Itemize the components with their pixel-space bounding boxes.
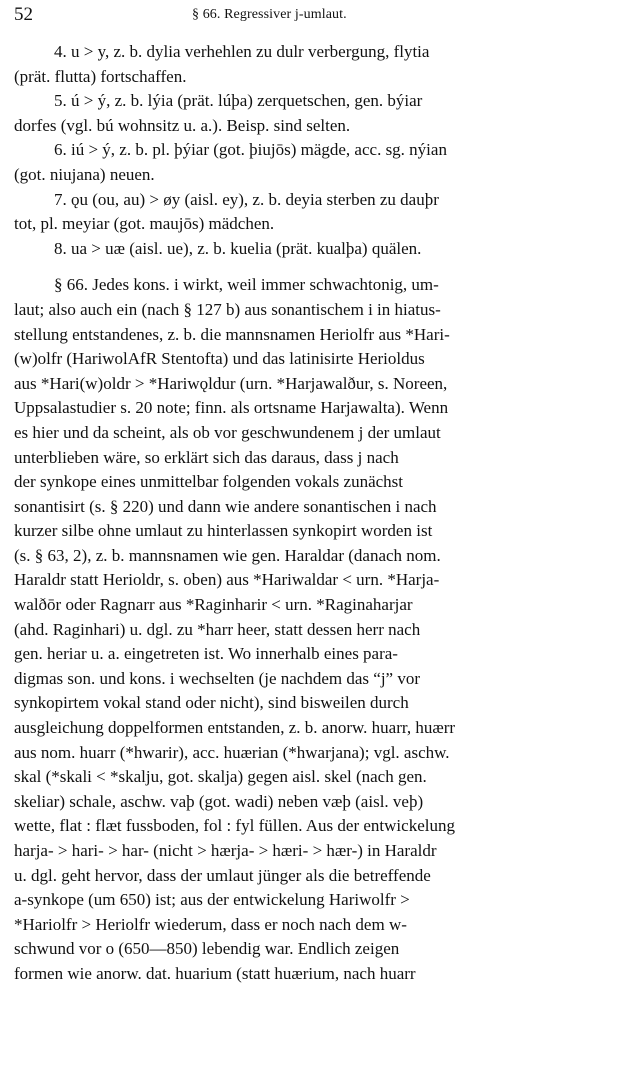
umlaut-examples-list — [14, 40, 606, 261]
page-header — [14, 4, 610, 28]
paragraph-line: aus *Hari(w)oldr > *Hariwǫldur (urn. *Harjawalður, s. Noreen, — [14, 373, 448, 393]
paragraph-line: formen wie anorw. dat. huarium (statt huærium, nach huarr — [14, 963, 416, 983]
paragraph-line: walðōr oder Ragnarr aus *Raginharir < urn. *Raginaharjar — [14, 595, 413, 615]
list-item-line: 8. ua > uæ (aisl. ue), z. b. kuelia (prät. kualþa) quälen. — [54, 238, 422, 258]
list-item-line: (got. niujana) neuen. — [14, 164, 155, 184]
paragraph-line: schwund vor o (650—850) lebendig war. Endlich zeigen — [14, 939, 400, 959]
paragraph-line: wette, flat : flæt fussboden, fol : fyl füllen. Aus der entwickelung — [14, 816, 455, 836]
paragraph-line: stellung entstandenes, z. b. die mannsnamen Heriolfr aus *Hari- — [14, 324, 450, 344]
section-66-paragraph — [14, 273, 606, 986]
paragraph-line: u. dgl. geht hervor, dass der umlaut jünger als die betreffende — [14, 865, 431, 885]
paragraph-line: gen. heriar u. a. eingetreten ist. Wo innerhalb eines para- — [14, 644, 398, 664]
paragraph-line: ausgleichung doppelformen entstanden, z. b. anorw. huarr, huærr — [14, 718, 456, 738]
paragraph-line: § 66. Jedes kons. i wirkt, weil immer schwachtonig, um- — [54, 275, 439, 295]
list-item-line: (prät. flutta) fortschaffen. — [14, 66, 187, 86]
paragraph-line: (w)olfr (HariwolAfR Stentofta) und das latinisirte Herioldus — [14, 349, 425, 369]
list-item-line: 7. ǫu (ou, au) > øy (aisl. ey), z. b. deyia sterben zu dauþr — [54, 189, 439, 209]
paragraph-gap — [14, 261, 606, 273]
paragraph-line: Uppsalastudier s. 20 note; finn. als ortsname Harjawalta). Wenn — [14, 398, 449, 418]
paragraph-line: es hier und da scheint, als ob vor geschwundenem j der umlaut — [14, 422, 441, 442]
paragraph-line: (s. § 63, 2), z. b. mannsnamen wie gen. Haraldar (danach nom. — [14, 545, 441, 565]
page-number: 52 — [14, 4, 33, 25]
list-item-line: 5. ú > ý, z. b. lýia (prät. lúþa) zerquetschen, gen. býiar — [54, 91, 423, 111]
paragraph-line: skal (*skali < *skalju, got. skalja) gegen aisl. skel (nach gen. — [14, 767, 427, 787]
list-item-line: 4. u > y, z. b. dylia verhehlen zu dulr verbergung, flytia — [54, 42, 430, 61]
list-item-line: tot, pl. meyiar (got. maujōs) mädchen. — [14, 214, 275, 234]
paragraph-line: harja- > hari- > har- (nicht > hærja- > hæri- > hær-) in Haraldr — [14, 841, 437, 860]
paragraph-line: kurzer silbe ohne umlaut zu hinterlassen synkopirt worden ist — [14, 521, 433, 541]
paragraph-line: unterblieben wäre, so erklärt sich das daraus, dass j nach — [14, 447, 399, 467]
paragraph-line: *Hariolfr > Heriolfr wiederum, dass er noch nach dem w- — [14, 914, 407, 934]
paragraph-line: (ahd. Raginhari) u. dgl. zu *harr heer, statt dessen herr nach — [14, 619, 421, 639]
paragraph-line: Haraldr statt Herioldr, s. oben) aus *Hariwaldar < urn. *Harja- — [14, 570, 440, 590]
paragraph-line: synkopirtem vokal stand oder nicht), sind bisweilen durch — [14, 693, 409, 713]
paragraph-line: a-synkope (um 650) ist; aus der entwickelung Hariwolfr > — [14, 890, 410, 910]
paragraph-line: aus nom. huarr (*hwarir), acc. huærian (*hwarjana); vgl. aschw. — [14, 742, 450, 762]
list-item-line: 6. iú > ý, z. b. pl. þýiar (got. þiujōs) mägde, acc. sg. nýian — [54, 140, 447, 160]
running-title: § 66. Regressiver j-umlaut. — [192, 7, 347, 22]
paragraph-line: digmas son. und kons. i wechselten (je nachdem das “j” vor — [14, 668, 421, 688]
paragraph-line: sonantisirt (s. § 220) und dann wie andere sonantischen i nach — [14, 496, 437, 516]
list-item-line: dorfes (vgl. bú wohnsitz u. a.). Beisp. sind selten. — [14, 115, 351, 135]
paragraph-line: der synkope eines unmittelbar folgenden vokals zunächst — [14, 472, 403, 492]
paragraph-line: skeliar) schale, aschw. vaþ (got. wadi) neben væþ (aisl. veþ) — [14, 791, 424, 811]
page-body — [14, 40, 606, 987]
paragraph-line: laut; also auch ein (nach § 127 b) aus sonantischem i in hiatus- — [14, 299, 441, 319]
